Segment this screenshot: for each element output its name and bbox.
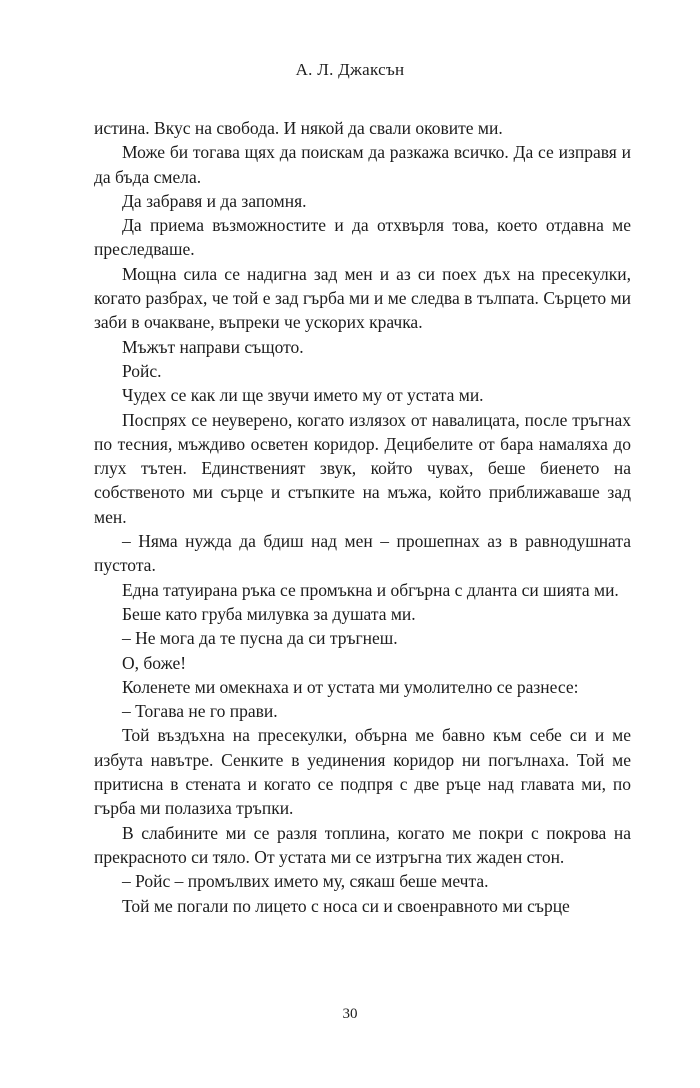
paragraph: истина. Вкус на свобода. И някой да свали оковите ми.: [94, 118, 503, 138]
page-number: 30: [342, 1006, 358, 1022]
paragraph: Да забравя и да запомня.: [122, 190, 307, 211]
paragraph: Мъжът направи същото.: [122, 336, 304, 357]
paragraph: Една татуирана ръка се промъкна и обгърна с дланта си шията ми.: [122, 579, 619, 600]
body-text: [94, 116, 631, 918]
paragraph: О, боже!: [122, 652, 187, 673]
paragraph: Поспрях се неуверено, когато излязох от навалицата, после тръгнах по тесния, мъждиво осветен коридор. Децибелите от бара намаляха до глух тътен. Единственият звук, който чувах, беше биенето на собственото ми сърце и стъпките на мъжа, който приближаваше зад мен.: [94, 409, 631, 527]
dialogue-paragraph: – Не мога да те пусна да си тръгнеш.: [122, 628, 398, 649]
paragraph: Той ме погали по лицето с носа си и своенравното ми сърце: [122, 895, 570, 916]
paragraph: Ройс.: [122, 360, 162, 381]
paragraph: Той въздъхна на пресекулки, обърна ме бавно към себе си и ме избута навътре. Сенките в уединения коридор ни погълнаха. Той ме притисна в стената и когато се подпря с две ръце над главата ми, по гърба ми полазиха тръпки.: [94, 725, 631, 819]
dialogue-paragraph: – Няма нужда да бдиш над мен – прошепнах аз в равнодушната пустота.: [94, 531, 631, 576]
paragraph: Да приема възможностите и да отхвърля това, което отдавна ме преследваше.: [94, 215, 631, 260]
dialogue-paragraph: – Ройс – промълвих името му, сякаш беше мечта.: [122, 871, 489, 892]
dialogue-paragraph: – Тогава не го прави.: [122, 701, 278, 722]
paragraph: Коленете ми омекнаха и от устата ми умолително се разнесе:: [122, 676, 579, 697]
running-head-author: А. Л. Джаксън: [295, 60, 405, 79]
paragraph: Чудех се как ли ще звучи името му от устата ми.: [122, 385, 484, 406]
paragraph: В слабините ми се разля топлина, когато ме покри с покрова на прекрасното си тяло. От устата ми се изтръгна тих жаден стон.: [94, 822, 631, 867]
paragraph: Мощна сила се надигна зад мен и аз си поех дъх на пресекулки, когато разбрах, че той е зад гърба ми и ме следва в тълпата. Сърцето ми заби в очакване, въпреки че ускорих крачка.: [94, 263, 631, 333]
paragraph: Може би тогава щях да поискам да разкажа всичко. Да се изправя и да бъда смела.: [94, 142, 631, 187]
paragraph: Беше като груба милувка за душата ми.: [122, 603, 416, 624]
